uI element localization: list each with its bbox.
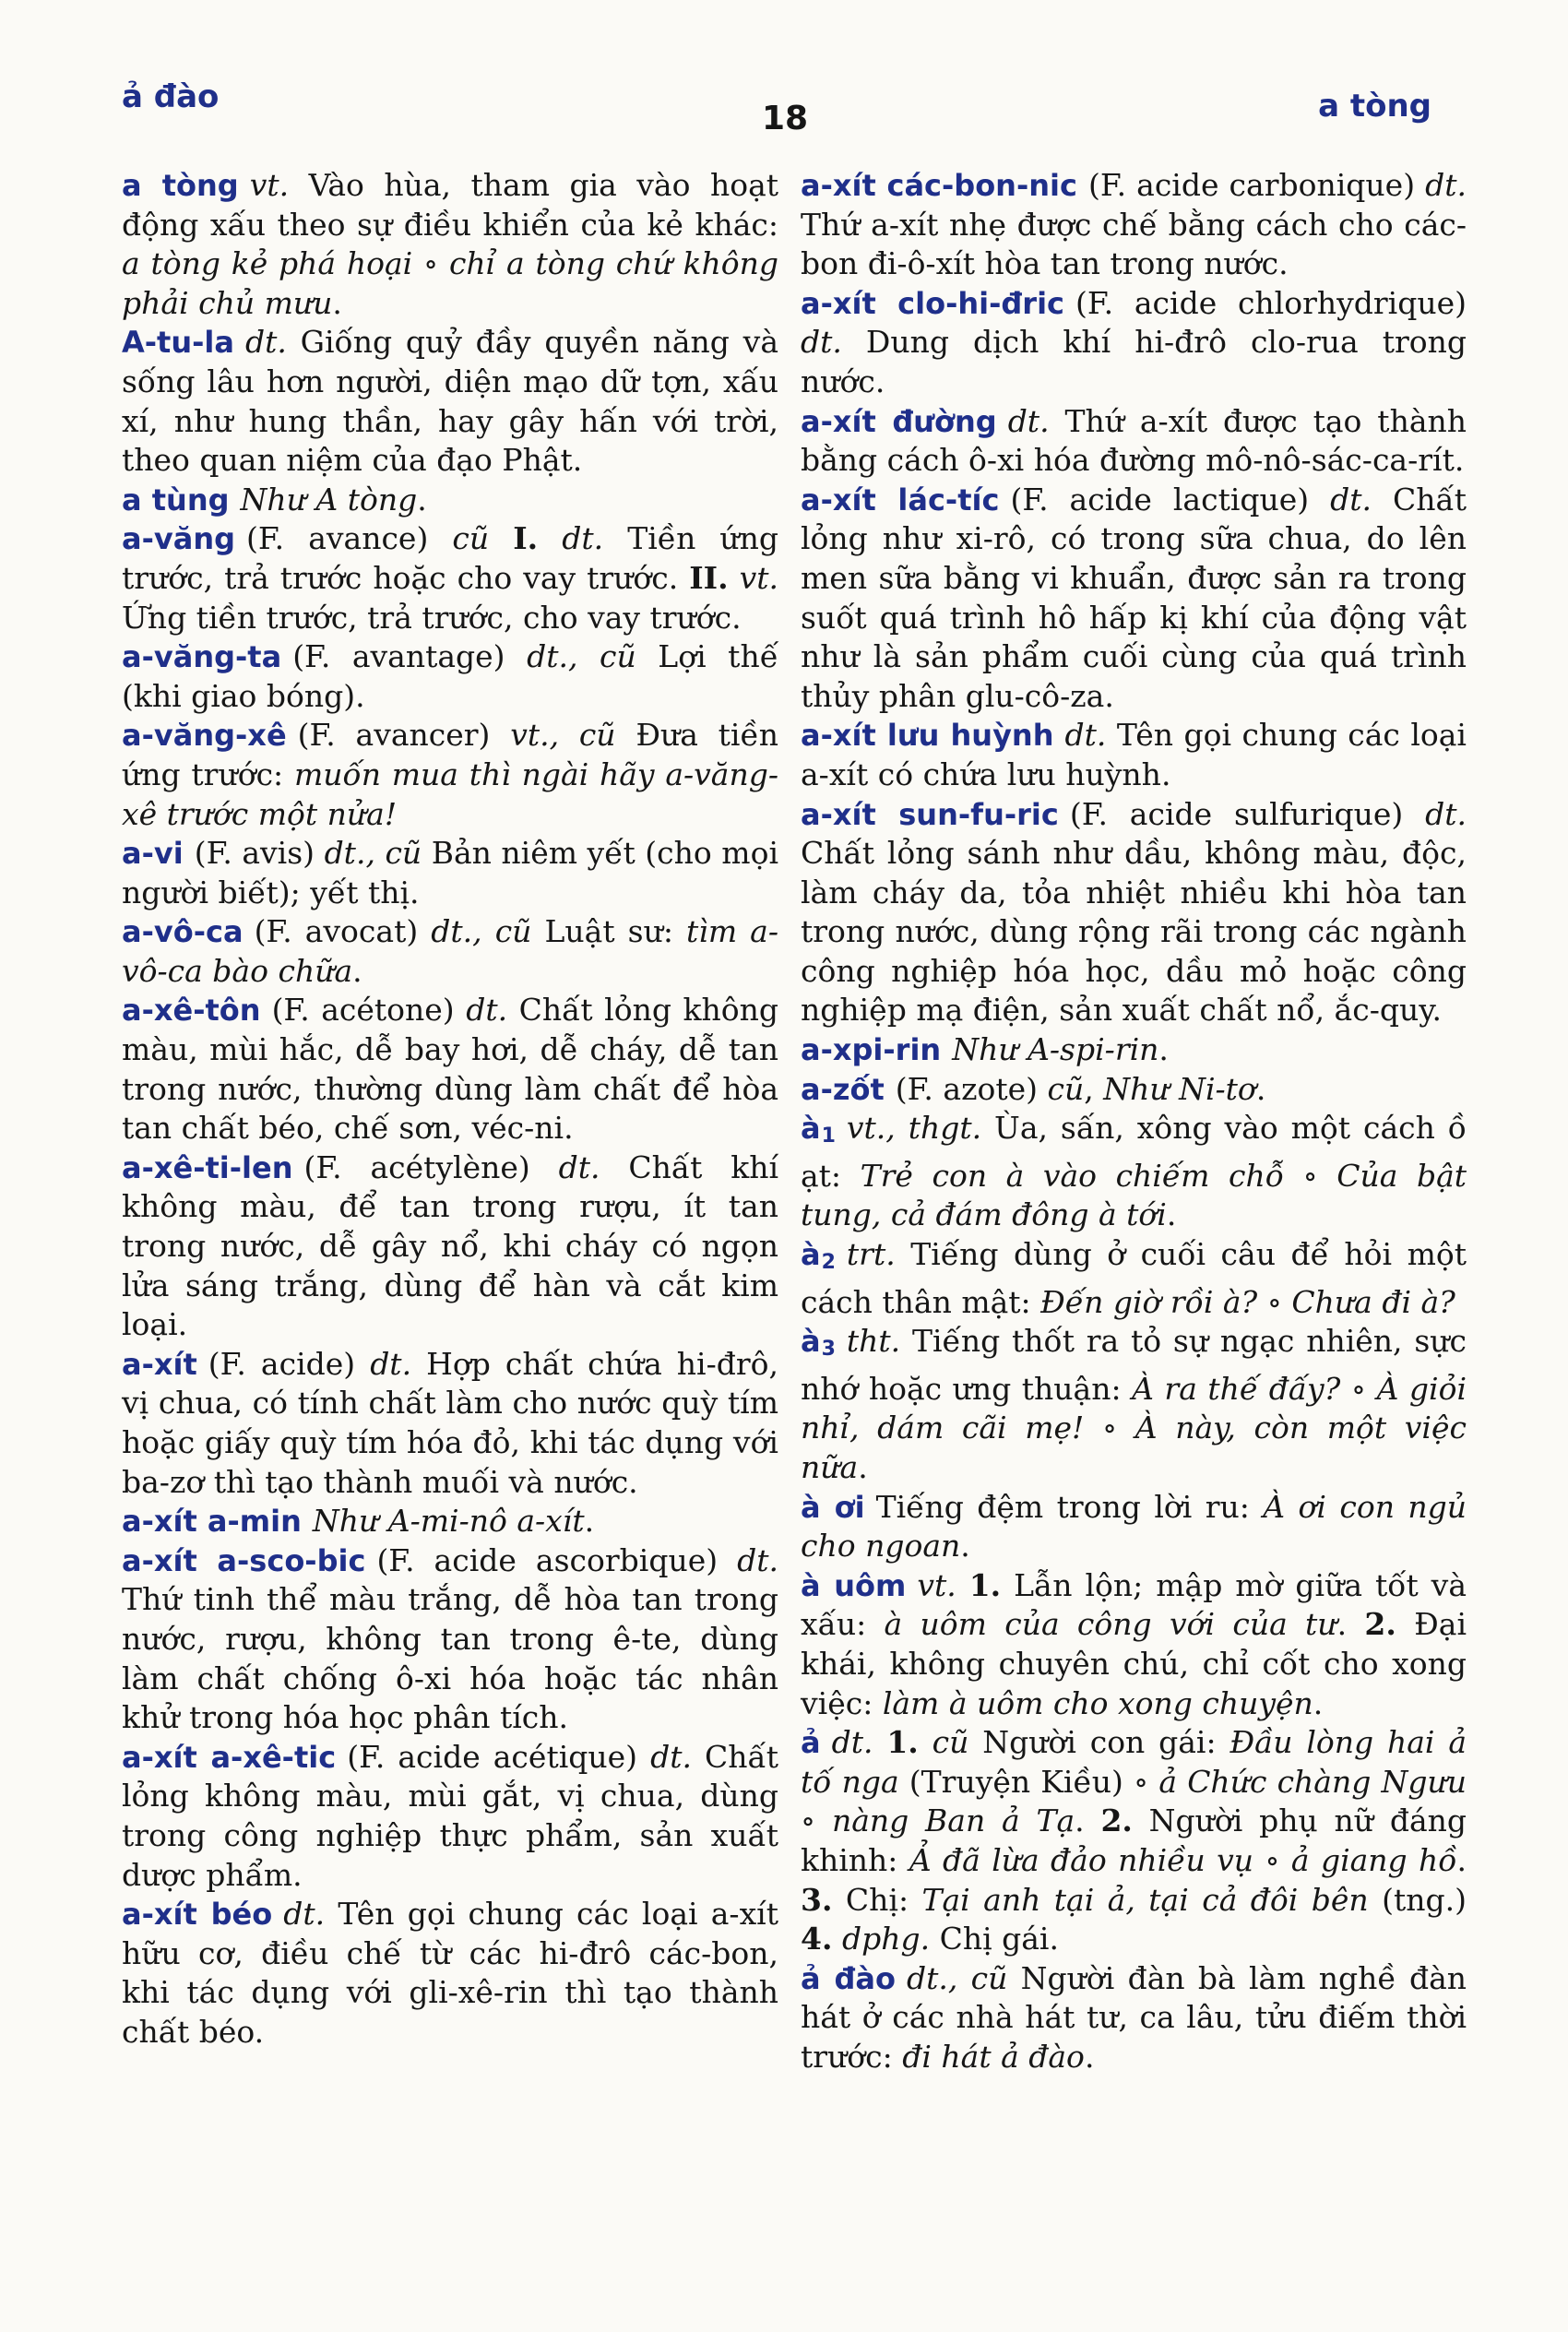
left-column: [122, 166, 778, 2052]
entry-headword: a-vô-ca: [122, 914, 244, 950]
entry-headword: a-xít clo-hi-đric: [801, 285, 1065, 321]
sense-number: II.: [689, 559, 729, 596]
entry-text: Thứ tinh thể màu trắng, dễ hòa tan trong nước, rượu, không tan trong ê-te, dùng làm chất chống ô-xi hóa hoặc tác nhân khử trong hóa học phân tích.: [122, 1581, 778, 1736]
entry-text: ∘: [1257, 1283, 1292, 1320]
entry-headword: a-xít a-xê-tic: [122, 1739, 337, 1775]
dictionary-entry: [122, 1541, 778, 1738]
entry-text: .: [352, 952, 362, 989]
entry-headword: A-tu-la: [122, 325, 234, 361]
entry-text: .: [417, 481, 427, 518]
homonym-index: 3: [821, 1338, 836, 1362]
entry-italic-text: dt.: [1007, 402, 1050, 439]
dictionary-entry: [122, 1738, 778, 1895]
entry-italic-text: làm à uôm cho xong chuyện: [882, 1684, 1313, 1721]
entry-text: [919, 1724, 932, 1760]
entry-text: Lợi thế (khi giao bóng).: [122, 638, 779, 714]
entry-italic-text: à uôm của công với của tư: [884, 1606, 1337, 1643]
entry-text: Ùa, sấn, xông vào một cách ồ ạt:: [801, 1110, 1467, 1194]
entry-italic-text: vt.: [739, 559, 778, 596]
entry-text: [538, 520, 562, 556]
entry-italic-text: Đầu lòng hai ả tố nga: [801, 1724, 1467, 1800]
entry-italic-text: Như Ni-tơ: [1103, 1070, 1256, 1107]
entry-text: Ứng tiền trước, trả trước, cho vay trước.: [122, 599, 742, 636]
dictionary-entry: [801, 402, 1467, 481]
sense-number: 2.: [1100, 1803, 1133, 1839]
entry-text: Thứ a-xít nhẹ được chế bằng cách cho các-bon đi-ô-xít hòa tan trong nước.: [801, 206, 1467, 282]
sense-number: I.: [513, 520, 539, 557]
sense-number: 2.: [1364, 1606, 1396, 1643]
entry-italic-text: muốn mua thì ngài hãy a-văng-xê trước một nửa!: [122, 756, 778, 832]
entry-text: (F. avance): [246, 520, 453, 557]
dictionary-entry: [122, 912, 778, 991]
entry-italic-text: dphg.: [841, 1921, 931, 1957]
entry-italic-text: ả giang hồ: [1290, 1841, 1457, 1878]
entry-text: (F. avis): [194, 835, 325, 872]
dictionary-entry: [801, 1566, 1467, 1723]
entry-text: .: [1313, 1684, 1324, 1721]
entry-text: Giống quỷ đầy quyền năng và sống lâu hơn người, diện mạo dữ tợn, xấu xí, như hung thần, hay gây hấn với trời, theo quan niệm của đạo Phật.: [122, 324, 778, 479]
entry-italic-text: dt.: [562, 520, 604, 557]
entry-italic-text: Như A-mi-nô a-xít: [312, 1503, 585, 1540]
entry-text: (F. acide sulfurique): [1069, 795, 1426, 832]
entry-italic-text: dt.: [737, 1541, 779, 1578]
entry-italic-text: ả Chức chàng Ngưu: [1158, 1763, 1467, 1800]
entry-text: ∘: [1253, 1841, 1291, 1878]
entry-text: ∘: [801, 1803, 832, 1839]
entry-text: Tên gọi chung các loại a-xít hữu cơ, điều chế từ các hi-đrô các-bon, khi tác dụng với gli-xê-rin thì tạo thành chất béo.: [122, 1896, 779, 2050]
entry-text: .: [1075, 1803, 1101, 1839]
entry-italic-text: cũ: [1047, 1070, 1085, 1107]
entry-italic-text: Của bật tung, cả đám đông à tới: [801, 1157, 1467, 1233]
running-head-left: ả đào: [122, 78, 220, 115]
entry-italic-text: dt.: [558, 1148, 600, 1185]
dictionary-entry: [122, 1148, 778, 1345]
dictionary-entry: [801, 166, 1467, 284]
dictionary-entry: [801, 1488, 1467, 1566]
page-number: 18: [762, 100, 809, 137]
entry-text: Tiền ứng trước, trả trước hoặc cho vay trước.: [122, 520, 779, 596]
entry-text: Lẫn lộn; mập mờ giữa tốt và xấu:: [801, 1566, 1467, 1643]
entry-italic-text: vt.: [917, 1566, 956, 1603]
headword-text: à: [801, 1324, 821, 1360]
entry-italic-text: À ra thế đấy?: [1132, 1370, 1341, 1407]
entry-text: ∘: [1084, 1410, 1135, 1446]
entry-italic-text: vt., thgt.: [846, 1110, 982, 1147]
entry-text: .: [584, 1503, 595, 1540]
entry-text: Chất lỏng sánh như dầu, không màu, độc, làm cháy da, tỏa nhiệt nhiều khi hòa tan trong nước, dùng rộng rãi trong các ngành công nghiệp hóa học, dầu mỏ hoặc công nghiệp mạ điện, sản xuất chất nổ, ắc-quy.: [801, 835, 1467, 1029]
entry-italic-text: dt.: [831, 1724, 873, 1761]
entry-text: [956, 1567, 969, 1603]
entry-italic-text: À ơi con ngủ cho ngoan: [801, 1488, 1467, 1565]
entry-italic-text: dt.: [466, 992, 508, 1029]
dictionary-entry: [801, 1235, 1467, 1322]
entry-headword: a-vi: [122, 836, 184, 872]
entry-text: .: [1336, 1606, 1365, 1643]
entry-italic-text: dt.: [1425, 795, 1467, 832]
entry-headword: a tùng: [122, 482, 230, 518]
entry-headword: à ơi: [801, 1489, 865, 1525]
entry-italic-text: Chưa đi à?: [1291, 1283, 1455, 1320]
dictionary-entry: [801, 1070, 1467, 1110]
entry-italic-text: dt.: [370, 1345, 412, 1382]
entry-text: Chất khí không màu, để tan trong rượu, ít tan trong nước, dễ gây nổ, khi cháy có ngọn lửa sáng trắng, dùng để hàn và cắt kim loại.: [122, 1148, 778, 1343]
entry-headword: a-xít lác-tíc: [801, 482, 1000, 518]
entry-text: [873, 1724, 886, 1760]
entry-italic-text: dt.: [1330, 481, 1372, 518]
entry-text: .: [1084, 2038, 1095, 2075]
entry-italic-text: À này, còn một việc nữa: [801, 1410, 1467, 1485]
entry-italic-text: Như A tòng: [240, 481, 418, 518]
dictionary-entry: [801, 284, 1467, 402]
entry-text: Chất lỏng không màu, mùi hắc, dễ bay hơi, dễ cháy, dễ tan trong nước, thường dùng làm chất để hòa tan chất béo, chế sơn, véc-ni.: [122, 992, 778, 1147]
dictionary-entry: [122, 834, 778, 912]
entry-headword: a-văng-ta: [122, 639, 282, 675]
entry-text: Vào hùa, tham gia vào hoạt động xấu theo sự điều khiển của kẻ khác:: [122, 167, 779, 243]
entry-text: Người con gái:: [968, 1724, 1230, 1761]
dictionary-entry: [122, 1502, 778, 1541]
entry-italic-text: dt., cũ: [324, 835, 422, 872]
entry-headword: a-xít đường: [801, 403, 997, 439]
entry-headword: a-văng: [122, 521, 236, 557]
entry-text: (F. avancer): [297, 717, 511, 754]
entry-italic-text: Trẻ con à vào chiếm chỗ: [860, 1157, 1284, 1194]
entry-text: (F. acide carbonique): [1087, 167, 1426, 203]
entry-text: .: [1255, 1070, 1266, 1107]
dictionary-entry: [801, 1109, 1467, 1235]
entry-italic-text: nàng Ban ả Tạ: [831, 1803, 1075, 1839]
entry-text: (F. avantage): [292, 638, 528, 675]
entry-text: Thứ a-xít được tạo thành bằng cách ô-xi hóa đường mô-nô-sác-ca-rít.: [801, 402, 1467, 479]
dictionary-entry: [801, 795, 1467, 1031]
entry-headword: a-xít a-min: [122, 1504, 302, 1540]
entry-headword: a-xít béo: [122, 1897, 273, 1933]
dictionary-entry: [122, 1345, 778, 1502]
entry-italic-text: dt.: [801, 324, 842, 361]
entry-italic-text: dt., cũ: [431, 913, 532, 950]
entry-text: (Truyện Kiều) ∘: [898, 1763, 1159, 1800]
entry-italic-text: đi hát ả đào: [902, 2038, 1085, 2075]
dictionary-entry: [122, 166, 778, 323]
entry-text: Tên gọi chung các loại a-xít có chứa lưu huỳnh.: [801, 717, 1467, 792]
entry-text: [729, 560, 740, 596]
entry-text: (F. acétone): [271, 992, 467, 1029]
entry-text: Dung dịch khí hi-đrô clo-rua trong nước.: [801, 324, 1467, 399]
entry-italic-text: tìm a-vô-ca bào chữa: [122, 913, 779, 989]
entry-italic-text: trt.: [846, 1236, 896, 1273]
entry-text: (F. azote): [895, 1070, 1048, 1107]
entry-headword: a-xít các-bon-nic: [801, 168, 1077, 203]
entry-italic-text: dt.: [283, 1896, 326, 1933]
entry-text: Người đàn bà làm nghề đàn hát ở các nhà hát tư, ca lâu, tửu điếm thời trước:: [801, 1959, 1467, 2075]
dictionary-entry: [801, 1723, 1467, 1959]
entry-text: Tiếng thốt ra tỏ sự ngạc nhiên, sực nhớ hoặc ưng thuận:: [801, 1323, 1467, 1407]
entry-text: [832, 1921, 842, 1957]
dictionary-entry: [801, 1030, 1467, 1070]
entry-headword: a-xít lưu huỳnh: [801, 718, 1054, 754]
entry-italic-text: dt.: [1425, 167, 1467, 203]
entry-text: (F. acide ascorbique): [376, 1541, 738, 1578]
entry-text: Hợp chất chứa hi-đrô, vị chua, có tính chất làm cho nước quỳ tím hoặc giấy quỳ tím hóa đỏ, khi tác dụng với ba-zơ thì tạo thành muối và nước.: [122, 1345, 779, 1500]
entry-text: .: [1456, 1841, 1467, 1878]
entry-text: (F. acide chlorhydrique): [1075, 284, 1467, 321]
entry-headword: a-xít a-sco-bic: [122, 1542, 366, 1578]
dictionary-entry: [801, 1959, 1467, 2077]
entry-italic-text: À giỏi nhỉ, dám cãi mẹ!: [801, 1370, 1467, 1446]
entry-italic-text: Tại anh tại ả, tại cả đôi bên: [921, 1881, 1369, 1918]
entry-headword: a tòng: [122, 168, 239, 203]
entry-italic-text: dt., cũ: [907, 1959, 1008, 1996]
entry-text: (F. avocat): [254, 913, 432, 950]
entry-text: [489, 520, 513, 556]
entry-text: Chất lỏng như xi-rô, có trong sữa chua, do lên men sữa bằng vi khuẩn, được sản ra trong suốt quá trình hô hấp kị khí của động vật như là sản phẩm cuối cùng của quá trình thủy phân glu-cô-za.: [801, 481, 1467, 714]
entry-text: Đưa tiền ứng trước:: [122, 717, 779, 792]
entry-italic-text: vt., cũ: [510, 717, 616, 754]
entry-headword: a-xít sun-fu-ric: [801, 796, 1059, 832]
homonym-index: 1: [821, 1124, 836, 1148]
entry-italic-text: tht.: [846, 1323, 901, 1360]
entry-italic-text: cũ: [452, 520, 490, 557]
dictionary-entry: [122, 991, 778, 1148]
dictionary-entry: [122, 637, 778, 716]
entry-text: Chị:: [832, 1881, 922, 1918]
entry-headword: ả đào: [801, 1960, 896, 1996]
entry-text: (F. acétylène): [303, 1148, 559, 1185]
headword-text: à: [801, 1111, 821, 1147]
entry-italic-text: dt.: [650, 1738, 692, 1775]
entry-italic-text: dt.: [1064, 717, 1107, 754]
entry-headword: [801, 1111, 836, 1146]
entry-headword: ả: [801, 1725, 821, 1761]
dictionary-entry: [122, 1895, 778, 2052]
entry-text: Luật sư:: [531, 913, 687, 950]
entry-headword: a-xê-tôn: [122, 993, 261, 1029]
entry-text: Chất lỏng không màu, mùi gắt, vị chua, dùng trong công nghiệp thực phẩm, sản xuất dược phẩm.: [122, 1738, 778, 1893]
dictionary-entry: [122, 481, 778, 520]
entry-text: Tiếng đệm trong lời ru:: [875, 1488, 1264, 1525]
entry-italic-text: vt.: [249, 167, 290, 203]
entry-text: Chị gái.: [930, 1921, 1059, 1957]
entry-text: .: [332, 284, 342, 321]
entry-text: .: [858, 1449, 868, 1485]
entry-text: Đại khái, không chuyên chú, chỉ cốt cho xong việc:: [801, 1606, 1467, 1721]
entry-italic-text: Như A-spi-rin: [952, 1031, 1159, 1068]
entry-text: .: [960, 1528, 970, 1565]
dictionary-entry: [801, 1322, 1467, 1487]
homonym-index: 2: [821, 1251, 836, 1275]
entry-text: ∘: [1283, 1157, 1337, 1194]
sense-number: 4.: [801, 1921, 833, 1957]
entry-text: (F. acide): [208, 1345, 371, 1382]
entry-text: (F. acide lactique): [1010, 481, 1331, 518]
entry-headword: [801, 1237, 836, 1275]
dictionary-entry: [122, 716, 778, 834]
running-head-right: a tòng: [1318, 88, 1431, 125]
entry-text: Tiếng dùng ở cuối câu để hỏi một cách thân mật:: [801, 1236, 1467, 1320]
right-column: [801, 166, 1467, 2077]
entry-italic-text: Đến giờ rồi à?: [1040, 1283, 1258, 1320]
entry-headword: a-xê-ti-len: [122, 1149, 293, 1185]
sense-number: 1.: [886, 1724, 919, 1761]
entry-text: Người phụ nữ đáng khinh:: [801, 1803, 1467, 1878]
entry-headword: a-xít: [122, 1346, 197, 1382]
entry-italic-text: Ả đã lừa đảo nhiều vụ: [909, 1841, 1253, 1878]
sense-number: 1.: [968, 1566, 1002, 1603]
entry-italic-text: cũ: [932, 1724, 969, 1761]
entry-text: .: [1158, 1031, 1169, 1068]
headword-text: à: [801, 1237, 821, 1273]
entry-headword: a-văng-xê: [122, 718, 287, 754]
entry-headword: à uôm: [801, 1567, 907, 1603]
dictionary-entry: [122, 519, 778, 637]
entry-italic-text: dt.: [244, 324, 287, 361]
entry-text: (tng.): [1368, 1881, 1467, 1918]
entry-italic-text: dt., cũ: [527, 638, 636, 675]
entry-headword: [801, 1324, 836, 1362]
dictionary-entry: [801, 481, 1467, 717]
entry-text: Bản niêm yết (cho mọi người biết); yết thị.: [122, 835, 778, 910]
entry-text: ,: [1084, 1070, 1104, 1107]
entry-text: (F. acide acétique): [347, 1738, 651, 1775]
dictionary-entry: [801, 716, 1467, 794]
entry-text: ∘: [412, 245, 449, 282]
sense-number: 3.: [801, 1881, 833, 1918]
entry-italic-text: a tòng kẻ phá hoại: [122, 245, 413, 282]
dictionary-entry: [122, 323, 778, 480]
entry-italic-text: chỉ a tòng chứ không phải chủ mưu: [122, 245, 778, 321]
entry-text: .: [1166, 1196, 1177, 1233]
entry-headword: a-zốt: [801, 1071, 885, 1107]
entry-text: ∘: [1340, 1370, 1377, 1407]
entry-headword: a-xpi-rin: [801, 1032, 942, 1068]
